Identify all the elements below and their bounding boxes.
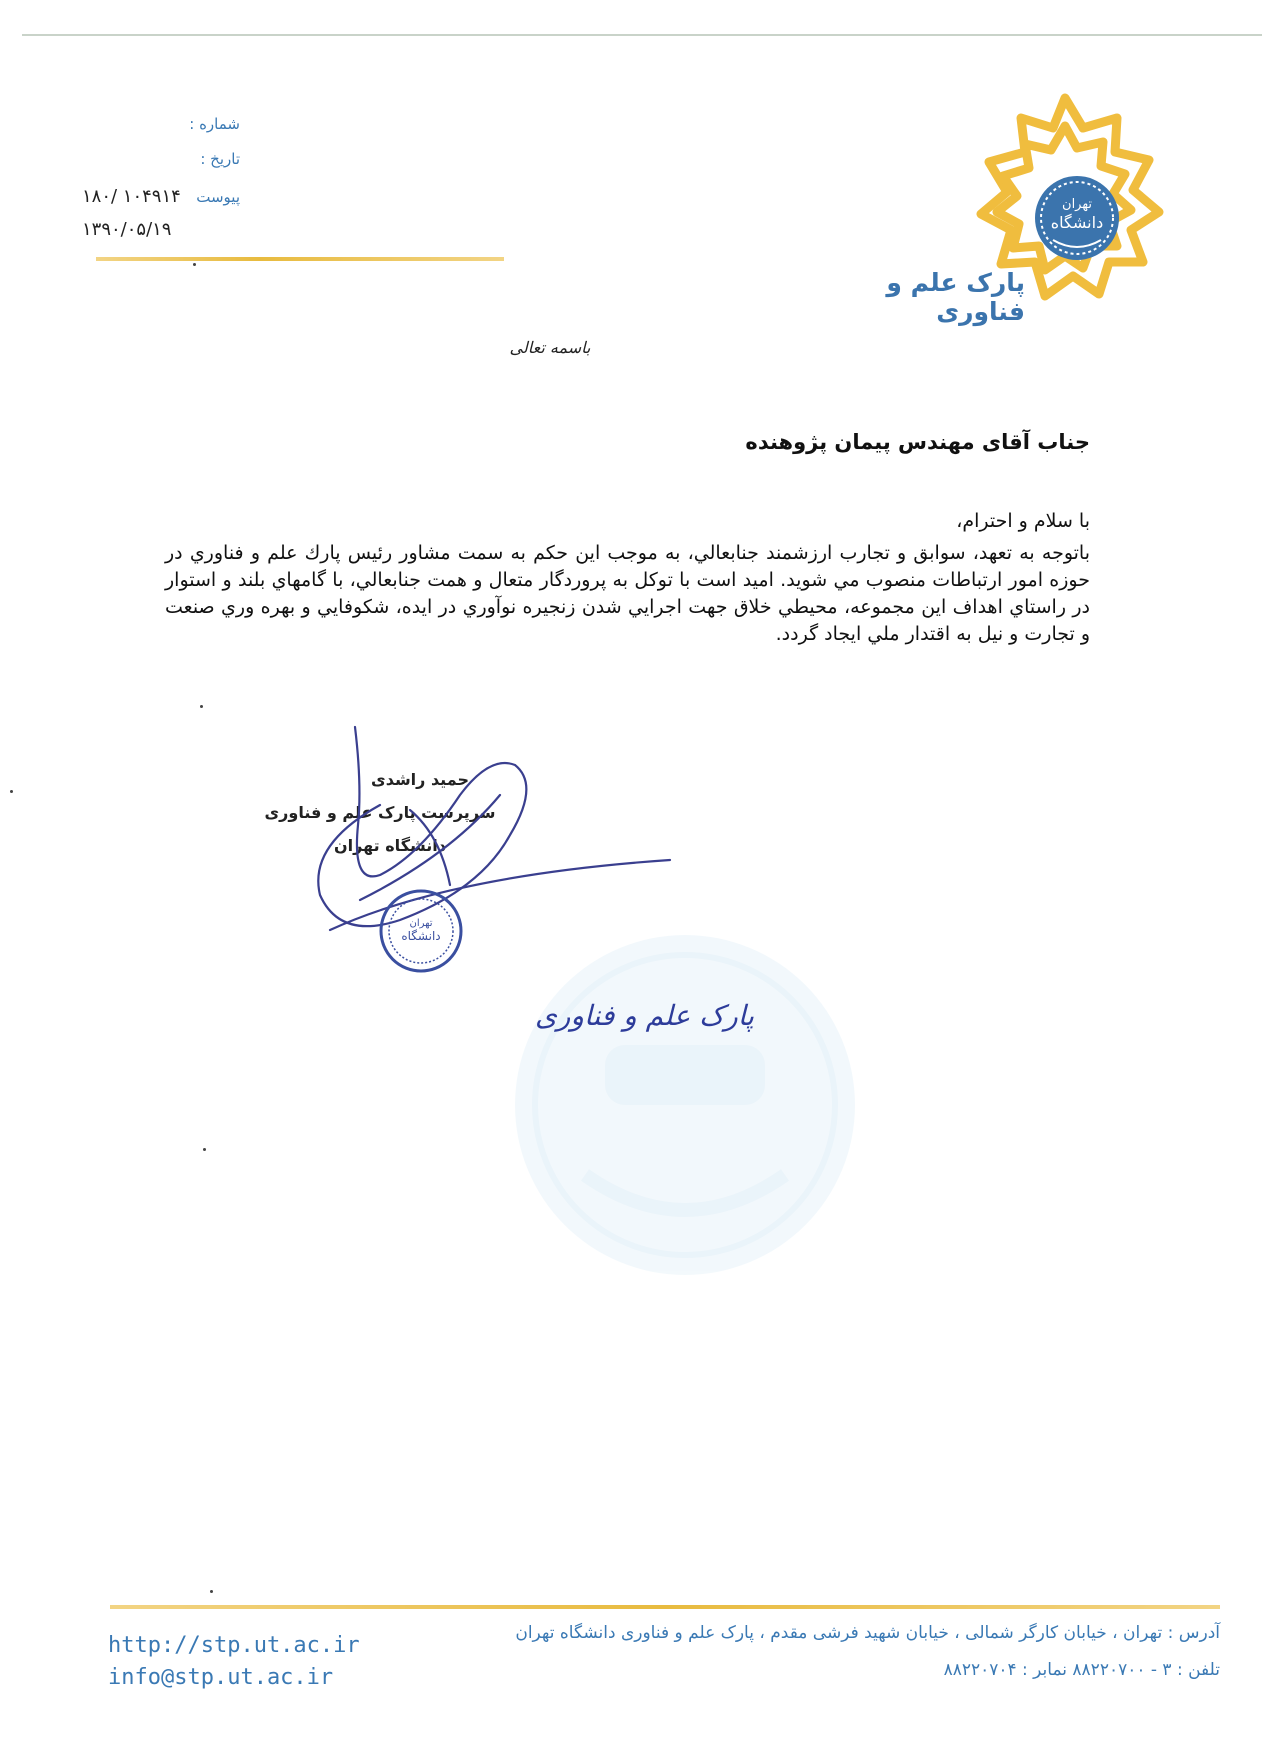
letter-number: ۱۸۰/ ۱۰۴۹۱۴ (82, 186, 181, 207)
signatory-name: حمید راشدی (371, 770, 469, 789)
watermark-icon (495, 925, 875, 1285)
signature-scribble-icon (300, 725, 680, 945)
organization-name: پارک علم و فناوری (886, 268, 1025, 326)
svg-text:دانشگاه: دانشگاه (1050, 213, 1104, 232)
top-scan-line (22, 34, 1262, 36)
scan-speck (210, 1590, 213, 1593)
svg-text:تهران: تهران (1062, 197, 1092, 212)
scan-speck (203, 1148, 206, 1151)
greeting: با سلام و احترام، (956, 510, 1090, 532)
website-link[interactable]: http://stp.ut.ac.ir (108, 1633, 360, 1658)
footer-address: آدرس : تهران ، خیابان کارگر شمالی ، خیابان شهید فرشی مقدم ، پارک علم و فناوری دانشگاه تهران (515, 1623, 1220, 1643)
invocation: باسمه تعالی (509, 338, 591, 357)
svg-text:تهران: تهران (409, 918, 433, 929)
letter-body: باتوجه به تعهد، سوابق و تجارب ارزشمند جنابعالي، به موجب اين حكم به سمت مشاور رئيس پارك علم و فناوري در حوزه امور ارتباطات منصوب مي شويد. اميد است با توكل به پروردگار متعال و همت جنابعالي، با گامهاي بلند و استوار در راستاي اهداف اين مجموعه، محيطي خلاق جهت اجرايي شدن زنجيره نوآوري در ايده، شكوفايي و بهره وري صنعت و تجارت و نيل به اقتدار ملي ايجاد گردد. (165, 542, 1090, 645)
svg-text:دانشگاه: دانشگاه (401, 929, 441, 943)
attachment-label: پیوست (196, 188, 240, 206)
scan-speck (193, 263, 196, 266)
scan-speck (10, 790, 13, 793)
letter-date: ۱۳۹۰/۰۵/۱۹ (82, 219, 172, 240)
handwritten-organization-icon (340, 980, 755, 1050)
svg-text:پارک علم و فناوری: پارک علم و فناوری (535, 999, 755, 1032)
number-label: شماره : (189, 115, 240, 133)
salutation: جناب آقای مهندس پیمان پژوهنده (745, 430, 1090, 454)
email-link[interactable]: info@stp.ut.ac.ir (108, 1665, 334, 1690)
signatory-organization: دانشگاه تهران (334, 836, 446, 855)
scan-speck (200, 705, 203, 708)
footer-phone: تلفن : ۳ - ۸۸۲۲۰۷۰۰ نمابر : ۸۸۲۲۰۷۰۴ (943, 1660, 1220, 1680)
meta-divider (96, 257, 504, 261)
university-seal-stamp-icon (378, 888, 464, 974)
date-label: تاریخ : (200, 150, 240, 168)
signatory-title: سرپرست پارک علم و فناوری (264, 803, 496, 822)
footer-divider (110, 1605, 1220, 1609)
